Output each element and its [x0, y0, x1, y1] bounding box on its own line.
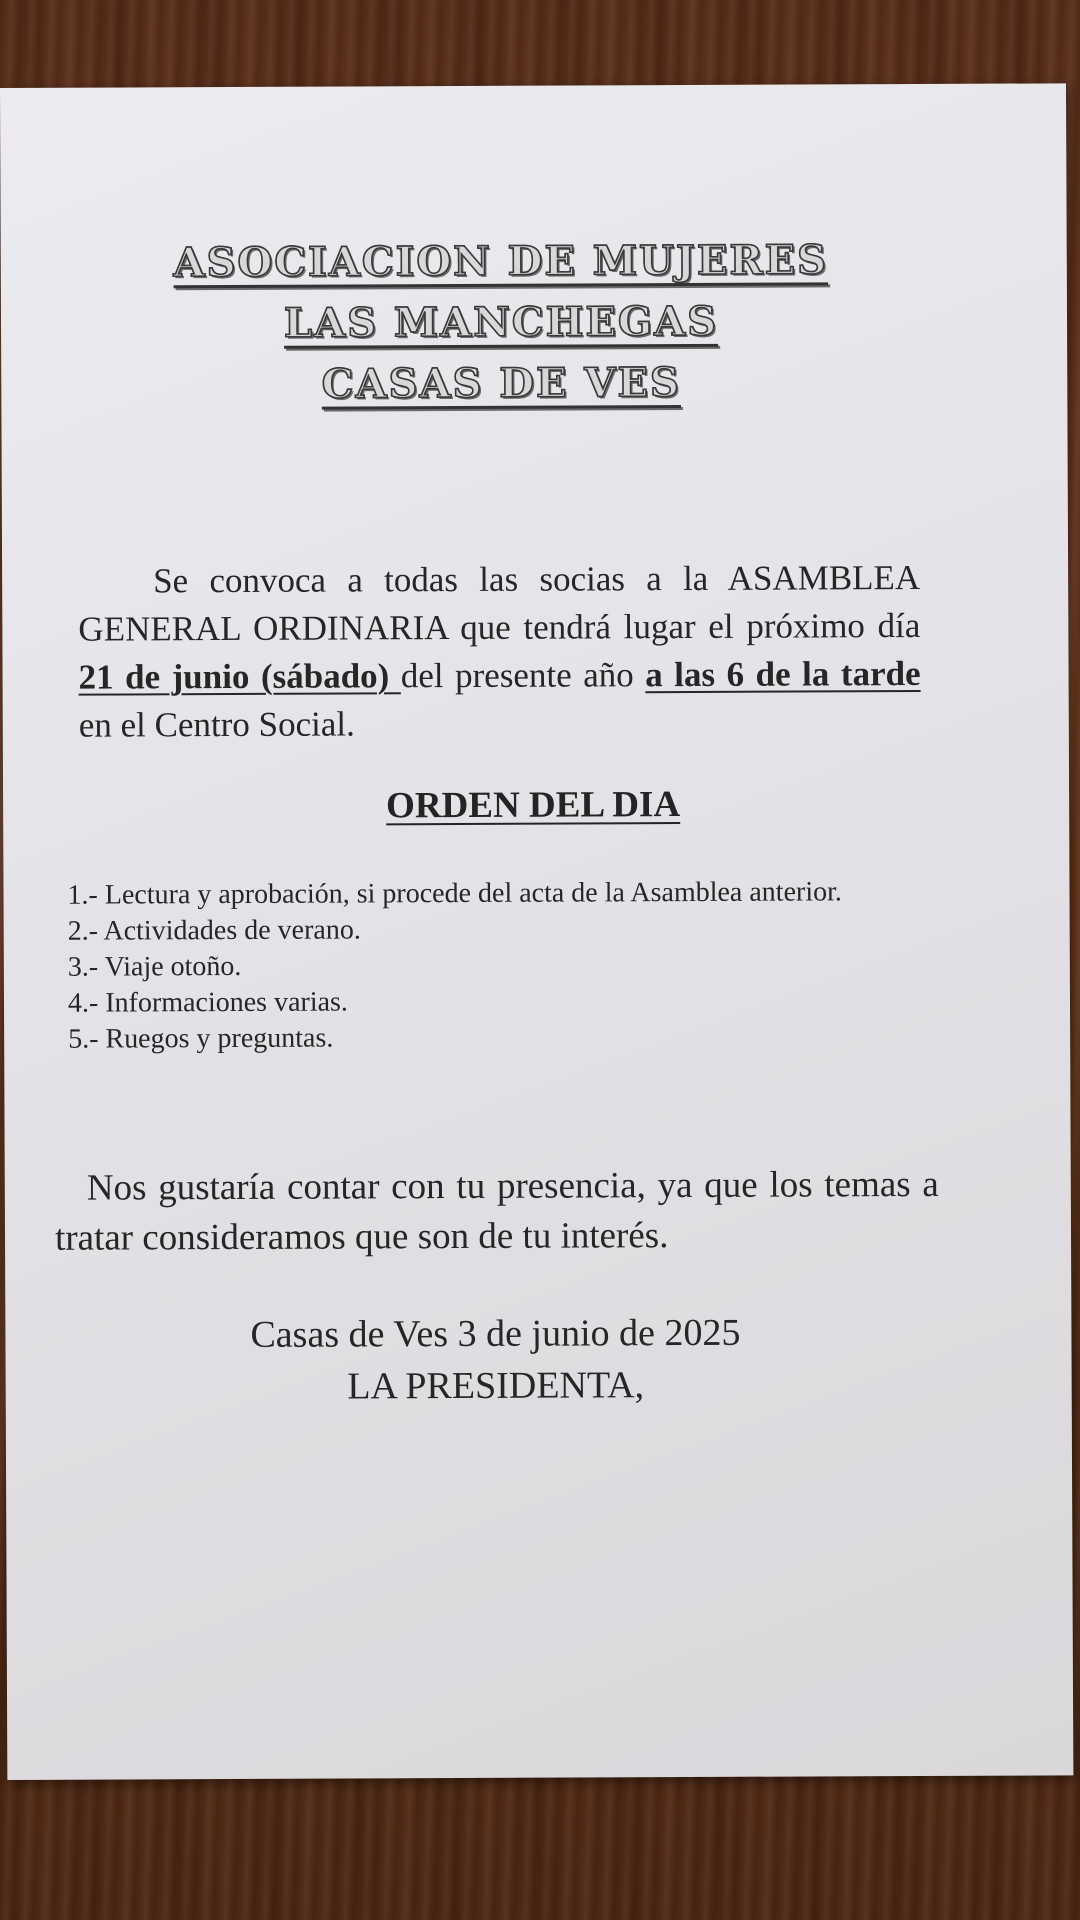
association-header: [1, 229, 1002, 416]
agenda-item-3: 3.- Viaje otoño.: [67, 950, 242, 983]
meeting-date: 21 de junio (sábado): [78, 656, 401, 697]
agenda-list: [67, 874, 928, 1058]
convocation-text-end: en el Centro Social.: [78, 704, 355, 745]
notice-sheet: [0, 83, 1073, 1780]
agenda-item-4: 4.- Informaciones varias.: [67, 986, 348, 1019]
header-line-town: CASAS DE VES: [321, 359, 681, 408]
agenda-item-2: 2.- Actividades de verano.: [67, 914, 361, 947]
convocation-text-middle: del presente año: [400, 655, 646, 696]
closing-paragraph: Nos gustaría contar con tu presencia, ya que los temas a tratar consideramos que son de tu interés.: [54, 1163, 939, 1259]
agenda-item-5: 5.- Ruegos y preguntas.: [68, 1022, 334, 1055]
agenda-title: ORDEN DEL DIA: [386, 784, 681, 827]
agenda-item-1: 1.- Lectura y aprobación, si procede del acta de la Asamblea anterior.: [67, 876, 842, 911]
place-and-date: Casas de Ves 3 de junio de 2025: [250, 1311, 741, 1356]
convocation-paragraph: [78, 554, 921, 750]
header-line-association: ASOCIACION DE MUJERES: [173, 236, 829, 287]
convocation-text-start: Se convoca a todas las socias a la ASAMBLEA GENERAL ORDINARIA que tendrá lugar el próximo día: [78, 557, 921, 649]
meeting-time: a las 6 de la tarde: [645, 653, 921, 695]
header-line-name: LAS MANCHEGAS: [283, 297, 719, 347]
signer-title: LA PRESIDENTA,: [347, 1364, 645, 1408]
